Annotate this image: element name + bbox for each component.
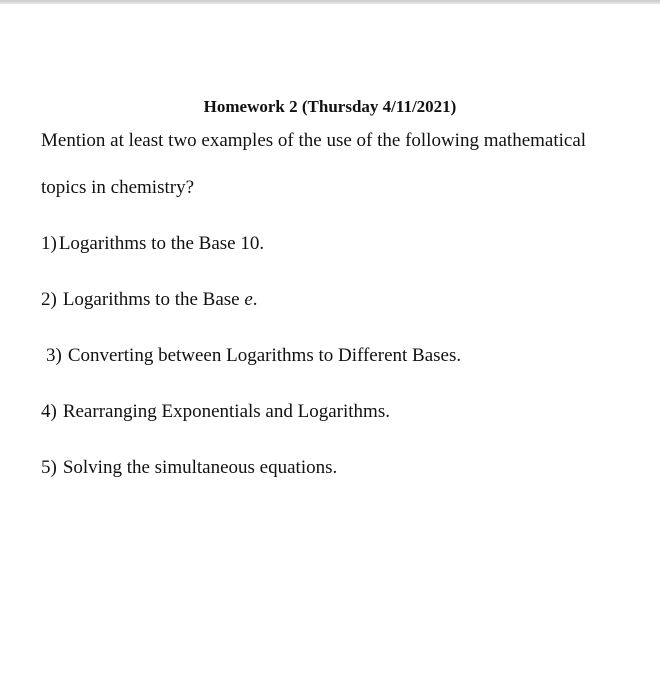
list-item-5 (41, 457, 337, 479)
list-item-text: Solving the simultaneous equations. (62, 457, 338, 478)
list-item-number: 3) (46, 345, 62, 366)
list-item-3 (46, 345, 461, 367)
list-item-number: 2) (41, 289, 57, 310)
list-item-number: 5) (41, 457, 57, 478)
list-item-suffix: . (252, 289, 258, 310)
list-item-2 (41, 289, 258, 311)
list-item-text: Rearranging Exponentials and Logarithms. (62, 401, 390, 422)
prompt-line-2: topics in chemistry? (41, 177, 195, 198)
list-item-1 (41, 233, 264, 255)
list-item-4 (41, 401, 390, 423)
list-item-text: Logarithms to the Base (62, 289, 245, 310)
homework-title: Homework 2 (Thursday 4/11/2021) (203, 97, 457, 116)
list-item-emphasis: e (244, 289, 253, 310)
list-item-number: 1) (41, 233, 57, 254)
list-item-text: Converting between Logarithms to Different Bases. (67, 345, 462, 366)
list-item-text: Logarithms to the Base 10. (58, 233, 265, 254)
prompt-line-1: Mention at least two examples of the use of the following mathematical (41, 130, 587, 151)
list-item-number: 4) (41, 401, 57, 422)
